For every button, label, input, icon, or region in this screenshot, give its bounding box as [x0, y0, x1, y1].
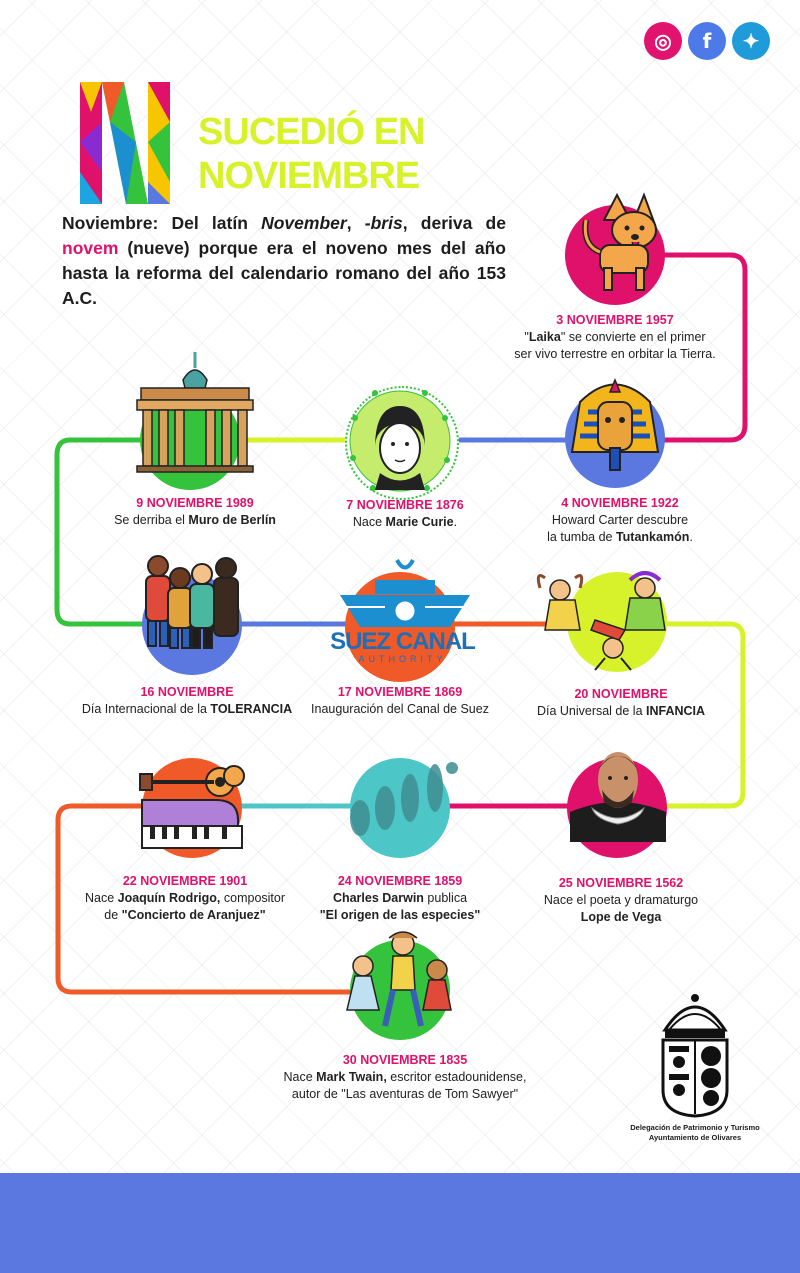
event-text-line-1: Día Internacional de la TOLERANCIA — [81, 702, 293, 716]
event-text-line-1: Nace Marie Curie. — [352, 515, 458, 529]
footer-caption-line-1: Delegación de Patrimonio y Turismo — [630, 1123, 760, 1132]
event-text-line-1: Howard Carter descubre — [551, 513, 689, 527]
logo-n-icon — [80, 82, 170, 204]
event-text-line-2: de "Concierto de Aranjuez" — [104, 908, 266, 922]
footer-caption-line-2: Ayuntamiento de Olivares — [648, 1132, 742, 1142]
event-22-nov-1901 — [70, 873, 300, 924]
event-7-nov-1876 — [300, 497, 510, 531]
event-date: 4 NOVIEMBRE 1922 — [561, 496, 679, 510]
event-16-nov — [72, 684, 302, 718]
people-icon — [140, 548, 244, 650]
suez-logo-text: SUEZ CANAL — [330, 628, 475, 655]
instagram-icon[interactable]: ◎ — [644, 22, 682, 60]
footer-caption — [620, 1123, 770, 1142]
children-icon — [535, 570, 690, 672]
event-20-nov — [510, 686, 732, 720]
event-25-nov-1562 — [510, 875, 732, 926]
event-date: 7 NOVIEMBRE 1876 — [346, 498, 464, 512]
event-date: 22 NOVIEMBRE 1901 — [122, 874, 248, 888]
brandenburg-gate-icon — [135, 350, 255, 475]
page-title — [198, 110, 458, 198]
event-text-line-1: Nace el poeta y dramaturgo — [543, 893, 699, 907]
event-date: 3 NOVIEMBRE 1957 — [556, 313, 674, 327]
suez-logo-subtext: AUTHORITY — [358, 654, 447, 664]
event-text-line-2: autor de "Las aventuras de Tom Sawyer" — [291, 1087, 519, 1101]
event-text-line-1: Inauguración del Canal de Suez — [311, 702, 489, 716]
event-date: 9 NOVIEMBRE 1989 — [136, 496, 254, 510]
event-text-line-1: Nace Joaquín Rodrigo, compositor — [84, 891, 286, 905]
event-3-nov-1957 — [490, 312, 740, 363]
event-9-nov-1989 — [90, 495, 300, 529]
event-text-line-2: ser vivo terrestre en orbitar la Tierra. — [514, 347, 716, 361]
evolution-icon — [340, 758, 465, 853]
intro-part-1: Noviembre: Del latín — [62, 213, 262, 233]
intro-part-3: , deriva de — [402, 213, 506, 233]
event-24-nov-1859 — [295, 873, 505, 924]
event-text-line-2: la tumba de Tutankamón. — [547, 530, 693, 544]
intro-paragraph — [62, 211, 506, 311]
event-date: 30 NOVIEMBRE 1835 — [342, 1053, 468, 1067]
intro-word-bris: -bris — [364, 213, 403, 233]
event-text-line-1: "Laika" se convierte en el primer — [524, 330, 706, 344]
dog-icon — [572, 190, 662, 295]
ship-icon — [335, 555, 475, 630]
title-line-2: NOVIEMBRE — [198, 155, 420, 197]
intro-part-4: (nueve) porque era el noveno mes del año hasta la reforma del calendario romano del año 153 A.C. — [62, 238, 506, 308]
event-text-line-2: "El origen de las especies" — [319, 908, 481, 922]
event-date: 17 NOVIEMBRE 1869 — [337, 685, 463, 699]
footer-bar — [0, 1173, 800, 1273]
coat-of-arms-icon — [655, 990, 735, 1118]
event-date: 20 NOVIEMBRE — [574, 687, 668, 701]
pharaoh-icon — [562, 372, 668, 478]
facebook-icon[interactable]: f — [688, 22, 726, 60]
tom-sawyer-icon — [345, 930, 457, 1034]
event-text-line-1: Se derriba el Muro de Berlín — [114, 513, 276, 527]
piano-guitar-icon — [138, 760, 246, 852]
event-17-nov-1869 — [295, 684, 505, 718]
event-text-line-1: Nace Mark Twain, escritor estadounidense, — [283, 1070, 527, 1084]
event-30-nov-1835 — [260, 1052, 550, 1103]
twitter-icon[interactable]: ✦ — [732, 22, 770, 60]
event-date: 25 NOVIEMBRE 1562 — [558, 876, 684, 890]
event-text-line-1: Día Universal de la INFANCIA — [536, 704, 706, 718]
event-date: 16 NOVIEMBRE — [140, 685, 234, 699]
event-date: 24 NOVIEMBRE 1859 — [337, 874, 463, 888]
intro-word-novem: novem — [62, 238, 119, 258]
intro-part-2: , — [346, 213, 365, 233]
event-4-nov-1922 — [510, 495, 730, 546]
portrait-icon — [570, 742, 666, 842]
title-line-1: SUCEDIÓ EN — [198, 111, 425, 153]
event-text-line-1: Charles Darwin publica — [332, 891, 468, 905]
event-text-line-2: Lope de Vega — [580, 910, 662, 924]
marie-curie-icon — [335, 378, 465, 504]
intro-word-november: November — [261, 213, 347, 233]
